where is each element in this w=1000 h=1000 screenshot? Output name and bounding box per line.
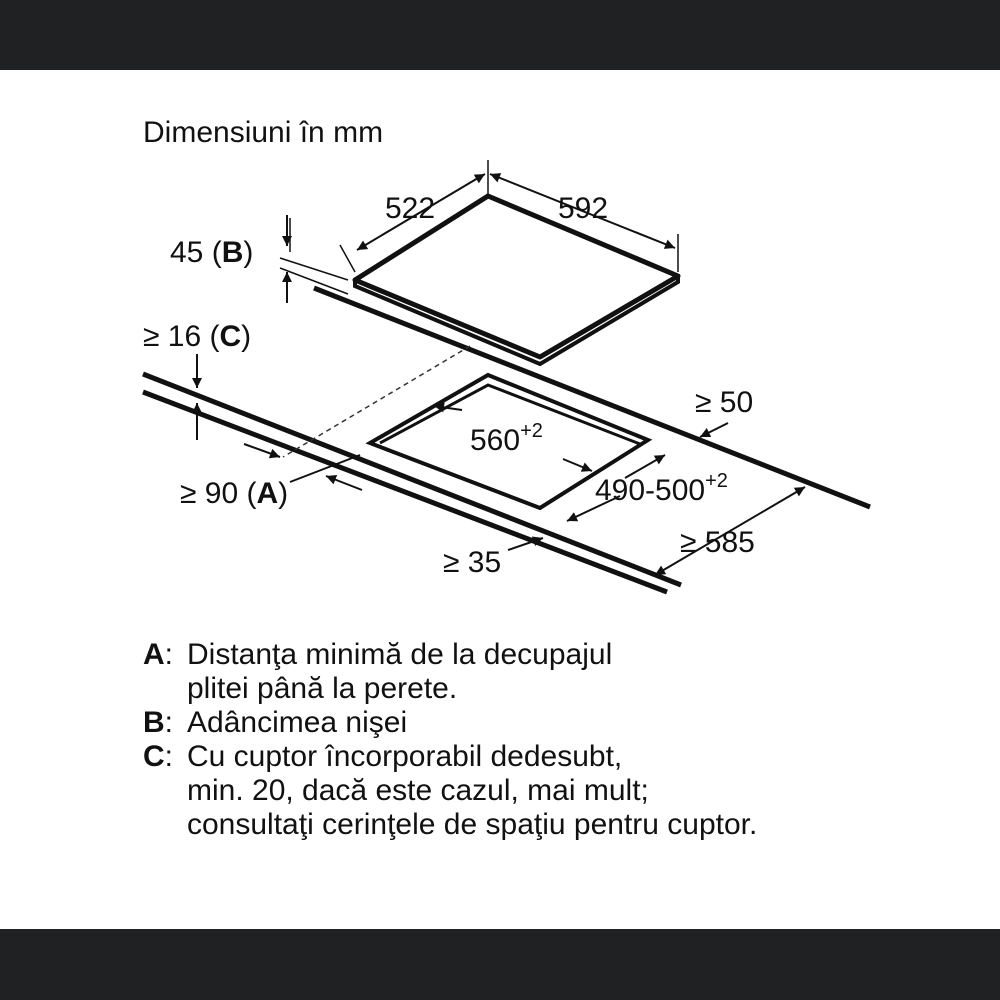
arrow-50 [700, 423, 728, 437]
label-16-c: ≥ 16 (C) [143, 320, 252, 353]
diagram-title: Dimensiuni în mm [143, 116, 384, 149]
label-90-a: ≥ 90 (A) [180, 477, 289, 510]
legend-text: consultaţi cerinţele de spaţiu pentru cuptor. [187, 808, 758, 841]
legend-item-a: A: Distanţa minimă de la decupajul plitei până la perete. [143, 638, 613, 705]
legend-key: B [143, 706, 165, 739]
label-522: 522 [385, 192, 436, 225]
legend-text: plitei până la perete. [187, 672, 458, 705]
legend [143, 638, 757, 842]
legend-key: C [143, 740, 165, 773]
arrow-90-left [244, 444, 280, 457]
label-50: ≥ 50 [695, 386, 754, 419]
legend-text: Distanţa minimă de la decupajul [187, 638, 613, 671]
label-35: ≥ 35 [443, 546, 502, 579]
label-585: ≥ 585 [680, 526, 755, 559]
label-490-500: $490-500^{+2}$ [595, 470, 728, 507]
legend-text: Cu cuptor încorporabil dedesubt, [187, 740, 623, 773]
legend-text: Adâncimea nişei [187, 706, 408, 739]
label-45-b: 45 (B) [170, 236, 254, 269]
legend-text: min. 20, dacă este cazul, mai mult; [187, 774, 649, 807]
legend-item-b: B: Adâncimea nişei [143, 706, 408, 739]
legend-item-c: C: Cu cuptor încorporabil dedesubt, min. 20, dacă este cazul, mai mult; consultaţi cerinţele de spaţiu pentru cuptor. [143, 740, 758, 841]
legend-key: A [143, 638, 165, 671]
label-592: 592 [558, 192, 609, 225]
arrow-90-right [326, 476, 362, 490]
label-560: $560^{+2}$ [470, 420, 543, 457]
